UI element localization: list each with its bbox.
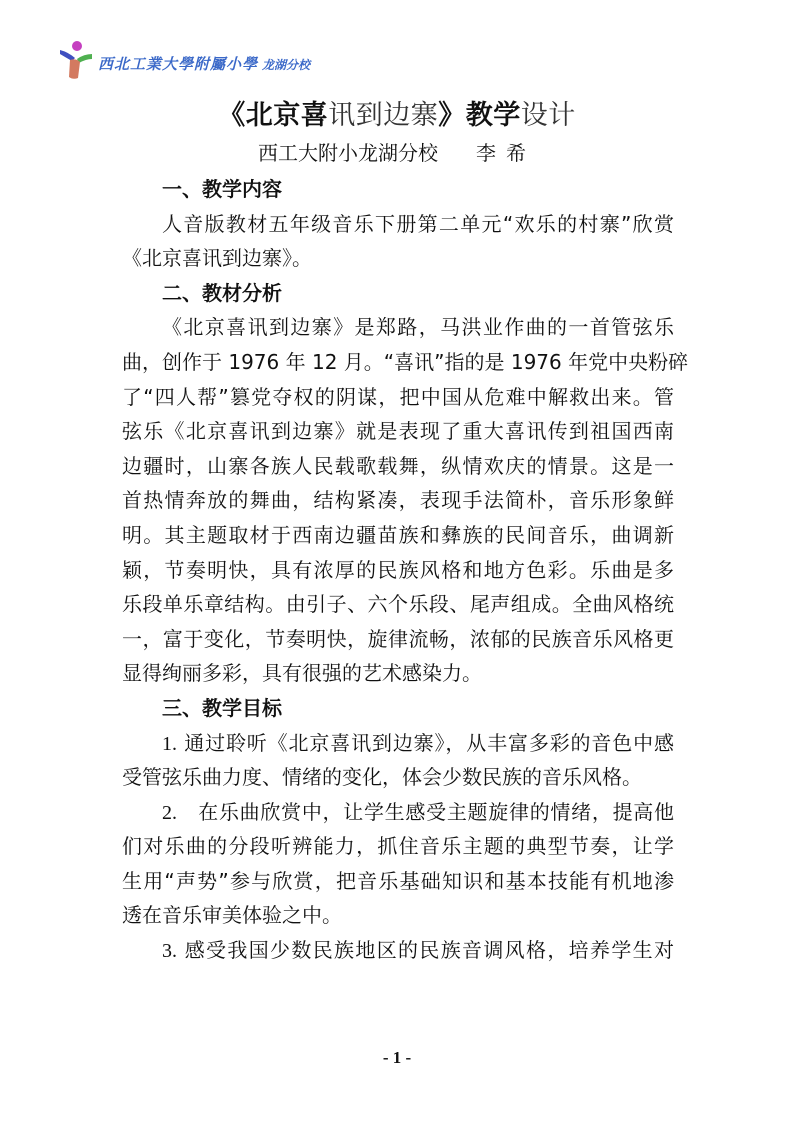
- paragraph-line: 人音版教材五年级音乐下册第二单元“欢乐的村寨”欣赏: [162, 211, 674, 236]
- title-light-part: 讯到边寨: [328, 100, 439, 131]
- goal-number: 2.: [162, 801, 177, 824]
- goal-number: 3.: [162, 940, 177, 963]
- document-header: [58, 40, 310, 80]
- paragraph-line: 《北京喜讯到边寨》是郑路，马洪业作曲的一首管弦乐: [162, 315, 674, 340]
- page-number: - 1 -: [382, 1048, 412, 1067]
- title-bold-part: 北京喜: [245, 100, 329, 131]
- school-name-banner: [98, 53, 310, 74]
- document-body: [122, 172, 689, 968]
- goal-1-line: [122, 726, 674, 761]
- paragraph-line: 们对乐曲的分段听辨能力，抓住音乐主题的典型节奏，让学: [122, 834, 674, 859]
- byline: [0, 138, 794, 168]
- goal-text: 通过聆听《北京喜讯到边寨》，从丰富多彩的音色中感: [184, 730, 674, 755]
- goal-text: 感受我国少数民族地区的民族音调风格，培养学生对: [184, 938, 675, 963]
- paragraph-line: 受管弦乐曲力度、情绪的变化，体会少数民族的音乐风格。: [122, 765, 642, 790]
- paragraph-line: 《北京喜讯到边寨》。: [122, 246, 312, 271]
- byline-author: 李希: [476, 141, 536, 165]
- paragraph-line: 乐段单乐章结构。由引子、六个乐段、尾声组成。全曲风格统: [122, 592, 674, 617]
- paragraph-line: 首热情奔放的舞曲，结构紧凑，表现手法简朴，音乐形象鲜: [122, 488, 674, 513]
- goal-3-line: [122, 933, 674, 968]
- title-bold-suffix: 教学: [465, 100, 521, 131]
- school-logo-icon: [58, 40, 94, 80]
- paragraph-line: 明。其主题取材于西南边疆苗族和彝族的民间音乐，曲调新: [122, 522, 674, 547]
- section-heading-material-analysis: 二、教材分析: [162, 280, 282, 305]
- section-heading-teaching-goals: 三、教学目标: [162, 695, 282, 720]
- paragraph-line: 颖，节奏明快，具有浓厚的民族风格和地方色彩。乐曲是多: [122, 557, 674, 582]
- section-heading-teaching-content: 一、教学内容: [162, 177, 282, 201]
- paragraph-line: 了“四人帮”篡党夺权的阴谋，把中国从危难中解救出来。管: [122, 384, 674, 409]
- paragraph-line: 一，富于变化，节奏明快，旋律流畅，浓郁的民族音乐风格更: [122, 626, 674, 651]
- title-close-quote: 》: [438, 100, 466, 131]
- title-light-suffix: 设计: [520, 100, 576, 131]
- byline-school: 西工大附小龙湖分校: [258, 141, 438, 165]
- paragraph-line: 弦乐《北京喜讯到边寨》就是表现了重大喜讯传到祖国西南: [122, 419, 674, 444]
- goal-number: 1.: [162, 732, 177, 755]
- paragraph-line: 显得绚丽多彩，具有很强的艺术感染力。: [122, 661, 482, 686]
- goal-2-line: [122, 795, 674, 830]
- paragraph-line: 边疆时，山寨各族人民载歌载舞，纵情欢庆的情景。这是一: [122, 453, 674, 478]
- paragraph-line: 生用“声势”参与欣赏，把音乐基础知识和基本技能有机地渗: [122, 868, 674, 893]
- paragraph-line: 透在音乐审美体验之中。: [122, 903, 342, 928]
- branch-name: 龙湖分校: [262, 57, 311, 72]
- paragraph-line: 曲，创作于 1976 年 12 月。“喜讯”指的是 1976 年党中央粉碎: [122, 349, 689, 374]
- school-name: 西北工業大學附屬小學: [98, 54, 259, 73]
- title-open-quote: 《: [218, 100, 246, 131]
- goal-text: 在乐曲欣赏中，让学生感受主题旋律的情绪，提高他: [198, 799, 675, 824]
- document-title: [0, 96, 794, 136]
